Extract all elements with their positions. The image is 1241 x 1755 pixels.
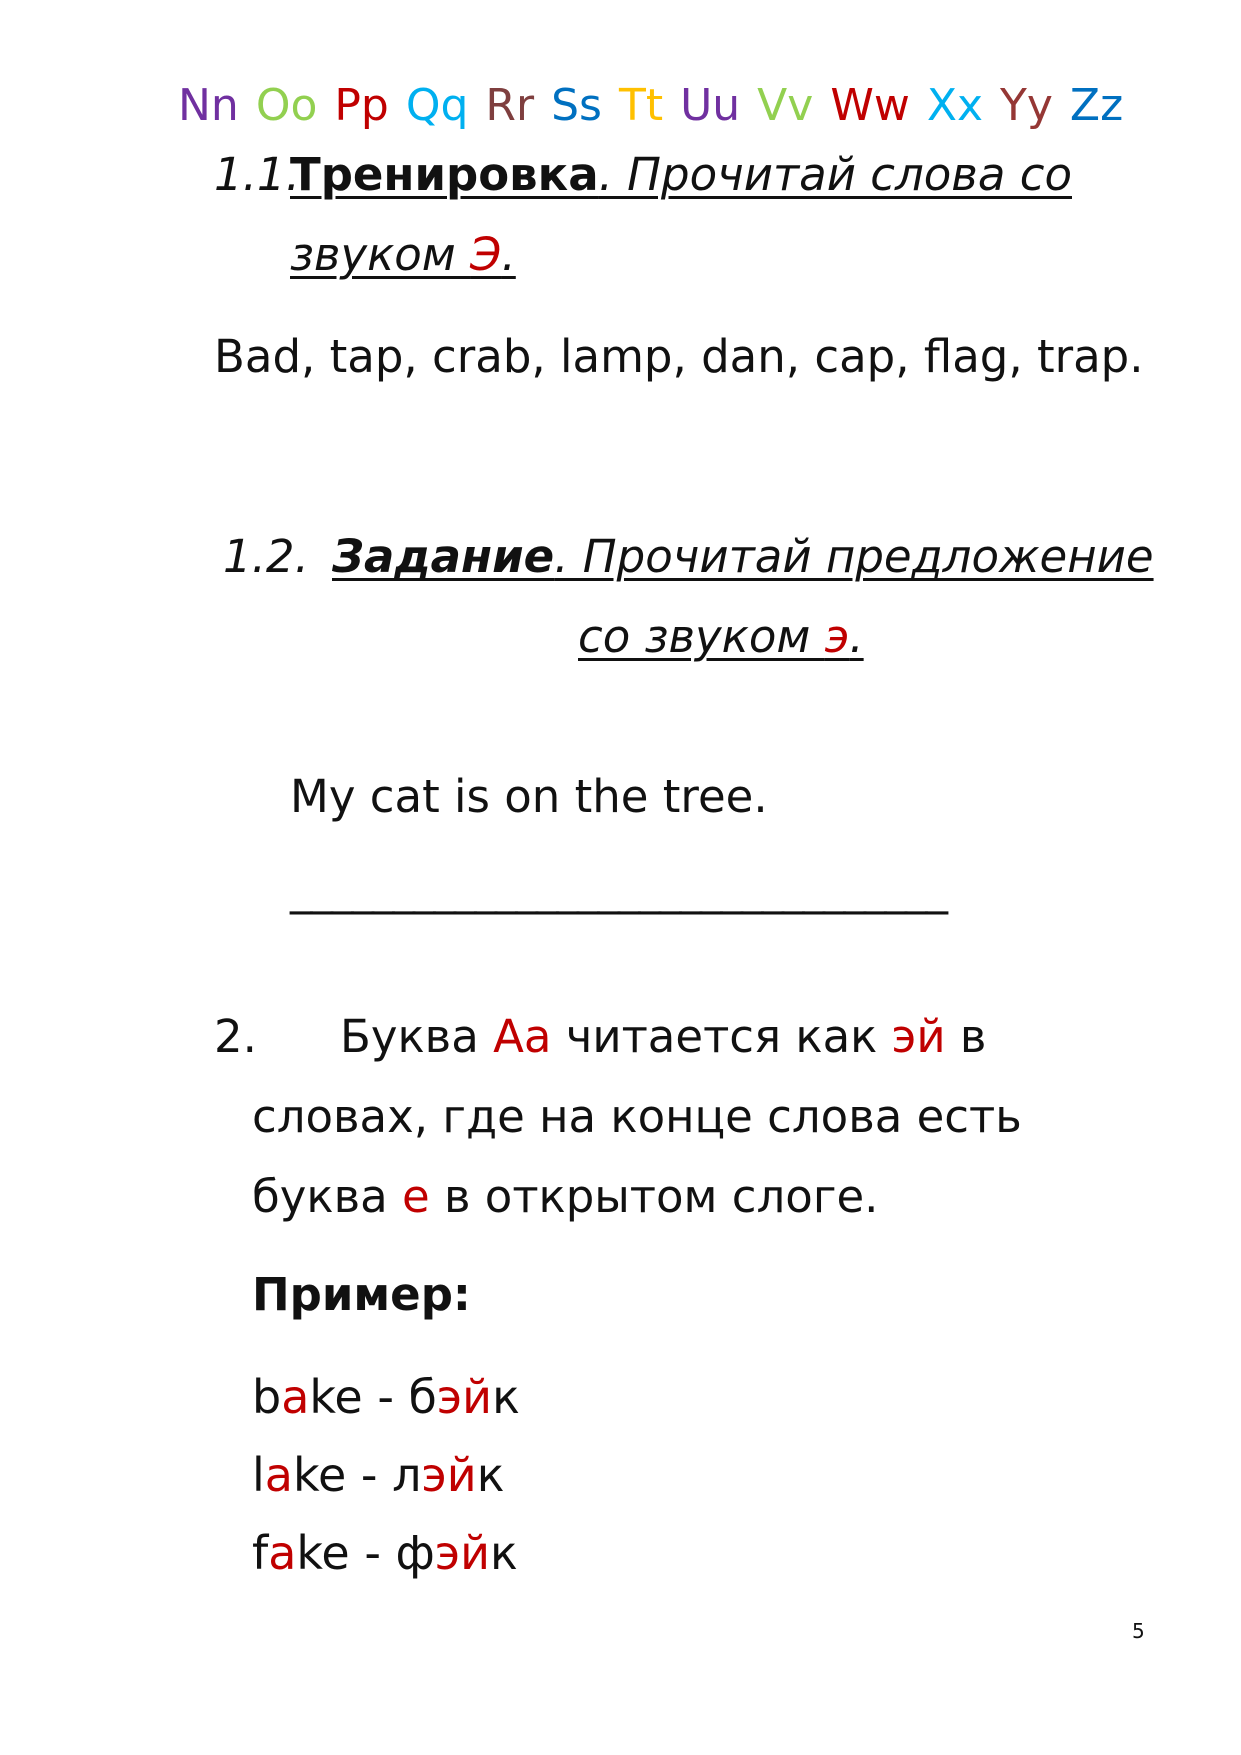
task-2-text: Буква bbox=[340, 1010, 494, 1063]
example-text: к bbox=[492, 1370, 520, 1424]
task-1-2-dot: . bbox=[849, 610, 864, 663]
example-word bbox=[252, 1370, 520, 1424]
answer-line: ________________________________ bbox=[290, 862, 946, 915]
task-1-2-sound: э bbox=[824, 610, 850, 663]
example-text: l bbox=[252, 1448, 265, 1502]
example-text: к bbox=[476, 1448, 505, 1502]
example-vowel: a bbox=[268, 1526, 297, 1580]
task-2-line3 bbox=[252, 1170, 878, 1223]
sentence: My cat is on the tree. bbox=[290, 770, 768, 823]
task-2-sound: эй bbox=[891, 1010, 946, 1063]
example-label: Пример: bbox=[252, 1268, 471, 1321]
task-1-2-heading-line2 bbox=[578, 610, 864, 663]
example-sound: эй bbox=[436, 1370, 493, 1424]
task-2-text: читается как bbox=[551, 1010, 892, 1063]
letter-pair: Zz bbox=[1069, 80, 1124, 131]
letter-pair: Vv bbox=[757, 80, 814, 131]
example-text: f bbox=[252, 1526, 269, 1580]
example-text: к bbox=[490, 1526, 518, 1580]
alphabet-header bbox=[178, 80, 1123, 131]
example-word bbox=[252, 1526, 518, 1580]
letter-pair: Xx bbox=[926, 80, 983, 131]
example-text: ke - ф bbox=[296, 1526, 435, 1580]
task-2-number: 2. bbox=[214, 1010, 257, 1063]
task-1-1-heading-line2 bbox=[290, 228, 516, 281]
task-1-2-heading bbox=[332, 530, 1154, 583]
task-1-1-title: Тренировка bbox=[290, 148, 599, 201]
example-text: b bbox=[252, 1370, 282, 1424]
example-word bbox=[252, 1448, 504, 1502]
words-line: Bad, tap, crab, lamp, dan, cap, flag, trap. bbox=[214, 330, 1144, 383]
task-2-letter: Аа bbox=[493, 1010, 552, 1063]
letter-pair: Ss bbox=[551, 80, 602, 131]
letter-pair: Uu bbox=[680, 80, 741, 131]
task-1-1-instruction: . Прочитай слова со bbox=[598, 148, 1072, 201]
letter-pair: Ww bbox=[830, 80, 910, 131]
letter-pair: Rr bbox=[485, 80, 535, 131]
task-1-1-dot: . bbox=[501, 228, 516, 281]
task-1-1-number: 1.1. bbox=[214, 148, 300, 201]
task-2-line2: словах, где на конце слова есть bbox=[252, 1090, 1022, 1143]
task-2-line1 bbox=[340, 1010, 986, 1063]
task-2-text: буква bbox=[252, 1170, 402, 1223]
task-1-2-number: 1.2. bbox=[223, 530, 309, 583]
task-1-1-heading bbox=[290, 148, 1072, 201]
example-vowel: a bbox=[264, 1448, 293, 1502]
task-2-text: в открытом слоге. bbox=[429, 1170, 879, 1223]
letter-pair: Nn bbox=[178, 80, 239, 131]
example-text: ke - б bbox=[309, 1370, 437, 1424]
example-sound: эй bbox=[434, 1526, 491, 1580]
task-1-1-line2-prefix: звуком bbox=[290, 228, 471, 281]
letter-pair: Yy bbox=[1000, 80, 1053, 131]
example-vowel: a bbox=[281, 1370, 310, 1424]
task-1-1-sound: Э bbox=[470, 228, 502, 281]
task-1-2-instruction: . Прочитай предложение bbox=[554, 530, 1154, 583]
task-2-text: в bbox=[945, 1010, 987, 1063]
task-1-2-title: Задание bbox=[332, 530, 555, 583]
task-1-2-line2-prefix: со звуком bbox=[578, 610, 825, 663]
page-number: 5 bbox=[1132, 1619, 1145, 1643]
example-sound: эй bbox=[421, 1448, 477, 1502]
letter-pair: Oo bbox=[255, 80, 318, 131]
example-text: ke - л bbox=[292, 1448, 422, 1502]
letter-pair: Tt bbox=[618, 80, 664, 131]
letter-pair: Pp bbox=[334, 80, 389, 131]
letter-pair: Qq bbox=[405, 80, 469, 131]
task-2-letter-e: е bbox=[401, 1170, 430, 1223]
